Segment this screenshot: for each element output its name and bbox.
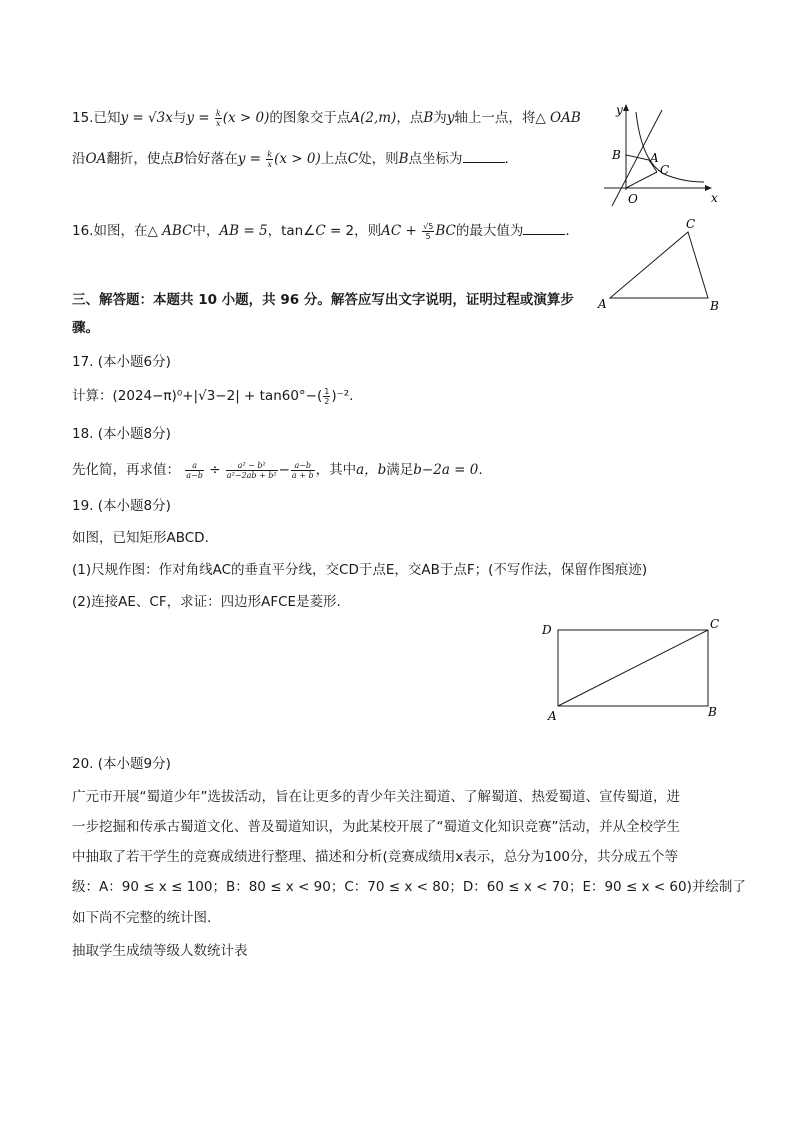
q20-line3: 中抽取了若干学生的竞赛成绩进行整理、描述和分析(竞赛成绩用x表示，总分为100分，共分成五个等 (72, 849, 679, 865)
label-C: C (686, 217, 696, 231)
q20-line1: 广元市开展“蜀道少年”选拔活动，旨在让更多的青少年关注蜀道、了解蜀道、热爱蜀道、宣传蜀道，进 (72, 789, 680, 805)
q18-fraction-1: $\frac{a}{a-b}$ (186, 460, 203, 480)
q16-line: 16.如图，在△ ABC中，AB = 5，tan∠C = 2，则AC + $\frac{√5}{5}$ BC的最大值为 . (72, 221, 570, 241)
label-A: A (548, 709, 557, 723)
hyperbola-curve (636, 112, 704, 182)
q20-header: 20. (本小题9分) (72, 756, 171, 772)
q15-fraction-k-over-x: $\frac{k}{x}$ (215, 108, 221, 128)
section3-heading-line1: 三、解答题：本题共 10 小题，共 96 分。解答应写出文字说明，证明过程或演算步 (72, 292, 574, 308)
label-A: A (650, 151, 659, 165)
diagonal-AC (558, 630, 708, 706)
label-C: C (710, 617, 720, 631)
label-B: B (708, 705, 717, 719)
label-x: x (711, 191, 718, 205)
triangle-ABC (610, 232, 708, 298)
segment-OC (626, 172, 657, 188)
q17-expression: 计算：(2024−π)⁰+|√3−2| + tan60°−( $\frac{1}{2}$ )⁻². (72, 386, 354, 406)
q19-line2: (1)尺规作图：作对角线AC的垂直平分线，交CD于点E，交AB于点F；(不写作法，保留作图痕迹) (72, 562, 648, 578)
q16-answer-blank (523, 220, 565, 235)
label-O: O (628, 192, 638, 206)
q15-figure (596, 100, 726, 208)
q20-line2: 一步挖掘和传承古蜀道文化、普及蜀道知识，为此某校开展了“蜀道文化知识竞赛”活动，并从全校学生 (72, 819, 680, 835)
y-axis-arrow (623, 104, 629, 111)
label-B: B (612, 148, 621, 162)
q15-answer-blank (463, 148, 505, 163)
section3-heading-line2: 骤。 (72, 320, 99, 336)
q17-fraction-half: $\frac{1}{2}$ (324, 386, 330, 406)
label-A: A (598, 297, 607, 311)
q18-header: 18. (本小题8分) (72, 426, 171, 442)
q18-fraction-3: $\frac{a-b}{a + b}$ (291, 460, 314, 480)
q19-line1: 如图，已知矩形ABCD. (72, 530, 209, 546)
segment-BA (626, 155, 649, 160)
q15-line1: 15.已知y = √3x与y = $\frac{k}{x}$ (x > 0)的图象交于点A(2,m)，点B为y轴上一点，将△ OAB (72, 108, 581, 128)
q19-line3: (2)连接AE、CF，求证：四边形AFCE是菱形. (72, 594, 341, 610)
q20-line4: 级：A：90 ≤ x ≤ 100；B：80 ≤ x < 90；C：70 ≤ x < 80；D：60 ≤ x < 70；E：90 ≤ x < 60)并绘制了 (72, 879, 746, 895)
q19-rectangle-figure (536, 614, 726, 724)
q16-figure (594, 214, 728, 314)
q17-header: 17. (本小题6分) (72, 354, 171, 370)
q19-header: 19. (本小题8分) (72, 498, 171, 514)
q15-line2: 沿OA翻折，使点B恰好落在y = $\frac{k}{x}$ (x > 0)上点C处，则B点坐标为 . (72, 149, 509, 169)
label-D: D (542, 623, 552, 637)
label-C: C (660, 163, 670, 177)
q18-expression: 先化简，再求值： $\frac{a}{a-b}$ ÷ $\frac{\text{a² − b²}}{\text{a²−2ab + b²}}$ − $\frac{a-b}{a + b}$ ，其中a，b满足b−2a = 0. (72, 460, 483, 480)
label-B: B (710, 299, 719, 313)
label-y: y (616, 103, 623, 117)
q18-fraction-2: $\frac{\text{a² − b²}}{\text{a²−2ab + b²}}$ (226, 460, 277, 480)
q20-line5: 如下尚不完整的统计图. (72, 910, 212, 926)
q16-fraction-sqrt5-over-5: $\frac{√5}{5}$ (423, 221, 434, 241)
q15-fraction-k-over-x-2: $\frac{k}{x}$ (267, 149, 273, 169)
q20-table-title: 抽取学生成绩等级人数统计表 (72, 943, 248, 959)
